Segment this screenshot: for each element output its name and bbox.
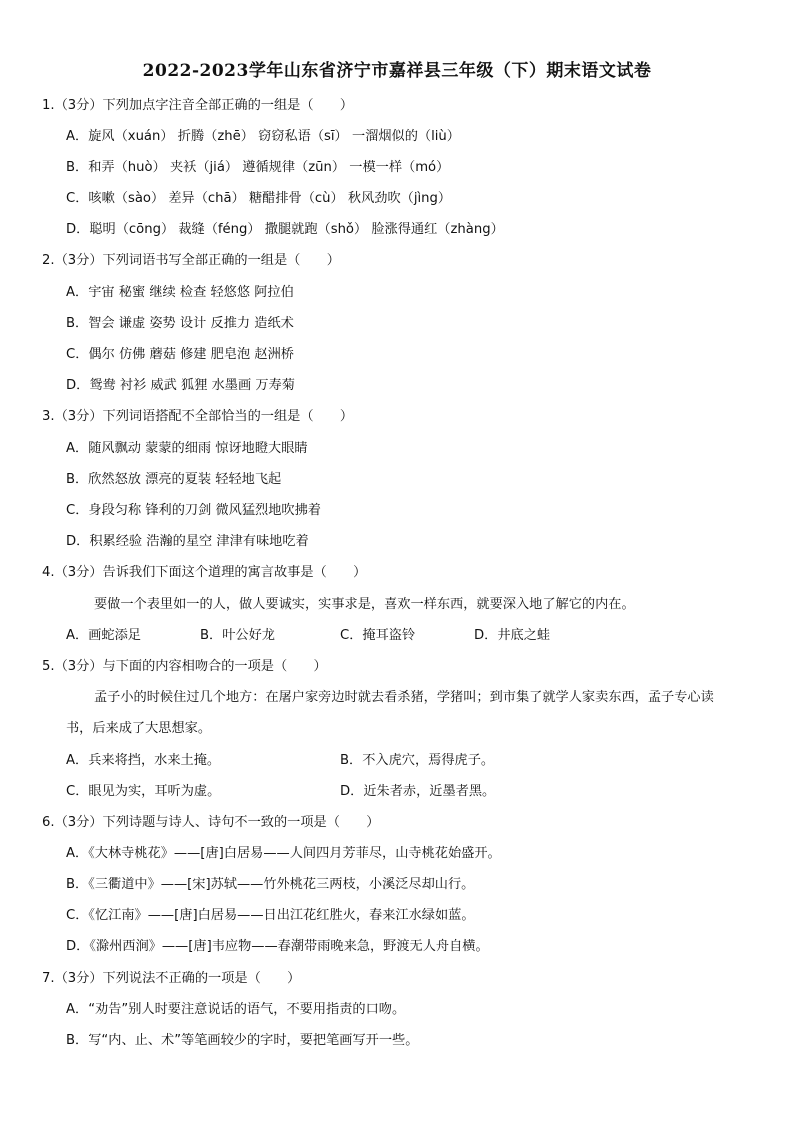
question-7-option-a: A．“劝告”别人时要注意说话的语气，不要用指责的口吻。: [66, 1002, 406, 1017]
question-4-option-b: B．叶公好龙: [200, 628, 275, 643]
question-5-option-d: D．近朱者赤，近墨者黑。: [340, 784, 496, 799]
question-1-option-c: C．咳嗽（sào） 差异（chā） 糖醋排骨（cù） 秋风劲吹（jìng）: [66, 191, 452, 206]
question-5-passage-line-1: 孟子小的时候住过几个地方：在屠户家旁边时就去看杀猪，学猪叫；到市集了就学人家卖东西，孟子专心读: [94, 690, 714, 705]
question-1-option-b: B．和弄（huò） 夹袄（jiá） 遵循规律（zūn） 一模一样（mó）: [66, 160, 450, 175]
question-4-option-a: A．画蛇添足: [66, 628, 141, 643]
question-2-option-c: C．偶尔 仿佛 蘑菇 修建 肥皂泡 赵洲桥: [66, 347, 294, 362]
question-3-option-b: B．欣然怒放 漂亮的夏装 轻轻地飞起: [66, 472, 282, 487]
question-6-option-c: C．《忆江南》——[唐]白居易——日出江花红胜火，春来江水绿如蓝。: [66, 908, 475, 923]
question-4-option-d: D．井底之蛙: [474, 628, 551, 643]
question-1-option-a: A．旋风（xuán） 折腾（zhē） 窃窃私语（sī） 一溜烟似的（liù）: [66, 129, 460, 144]
question-1-stem: 1.（3分）下列加点字注音全部正确的一组是（ ）: [42, 98, 354, 113]
question-6-option-a: A．《大林寺桃花》——[唐]白居易——人间四月芳菲尽，山寺桃花始盛开。: [66, 846, 501, 861]
question-3-option-d: D．积累经验 浩瀚的星空 津津有味地吃着: [66, 534, 309, 549]
question-3-option-c: C．身段匀称 锋利的刀剑 微风猛烈地吹拂着: [66, 503, 321, 518]
question-6-option-d: D．《滁州西涧》——[唐]韦应物——春潮带雨晚来急，野渡无人舟自横。: [66, 939, 489, 954]
exam-title: 2022-2023学年山东省济宁市嘉祥县三年级（下）期末语文试卷: [142, 61, 652, 81]
question-6-stem: 6.（3分）下列诗题与诗人、诗句不一致的一项是（ ）: [42, 815, 380, 830]
question-5-option-c: C．眼见为实，耳听为虚。: [66, 784, 221, 799]
question-4-option-c: C．掩耳盗铃: [340, 628, 416, 643]
question-3-option-a: A．随风飘动 蒙蒙的细雨 惊讶地瞪大眼睛: [66, 441, 308, 456]
question-5-option-b: B．不入虎穴，焉得虎子。: [340, 753, 495, 768]
question-7-option-b: B．写“内、止、术”等笔画较少的字时，要把笔画写开一些。: [66, 1033, 419, 1048]
question-4-stem: 4.（3分）告诉我们下面这个道理的寓言故事是（ ）: [42, 565, 367, 580]
question-5-option-a: A．兵来将挡，水来土掩。: [66, 753, 221, 768]
question-3-stem: 3.（3分）下列词语搭配不全部恰当的一组是（ ）: [42, 409, 354, 424]
question-5-passage-line-2: 书，后来成了大思想家。: [66, 721, 212, 736]
question-4-passage: 要做一个表里如一的人，做人要诚实，实事求是，喜欢一样东西，就要深入地了解它的内在。: [94, 597, 635, 612]
question-2-stem: 2.（3分）下列词语书写全部正确的一组是（ ）: [42, 253, 340, 268]
question-2-option-b: B．智会 谦虚 姿势 设计 反推力 造纸术: [66, 316, 294, 331]
question-5-stem: 5.（3分）与下面的内容相吻合的一项是（ ）: [42, 659, 327, 674]
question-2-option-a: A．宇宙 秘蜜 继续 检查 轻悠悠 阿拉伯: [66, 285, 294, 300]
question-6-option-b: B．《三衢道中》——[宋]苏轼——竹外桃花三两枝，小溪泛尽却山行。: [66, 877, 475, 892]
question-1-option-d: D．聪明（cōng） 裁缝（féng） 撒腿就跑（shǒ） 脸涨得通红（zhàng）: [66, 222, 504, 237]
question-2-option-d: D．鸳鸯 衬衫 威武 狐狸 水墨画 万寿菊: [66, 378, 295, 393]
question-7-stem: 7.（3分）下列说法不正确的一项是（ ）: [42, 971, 301, 986]
